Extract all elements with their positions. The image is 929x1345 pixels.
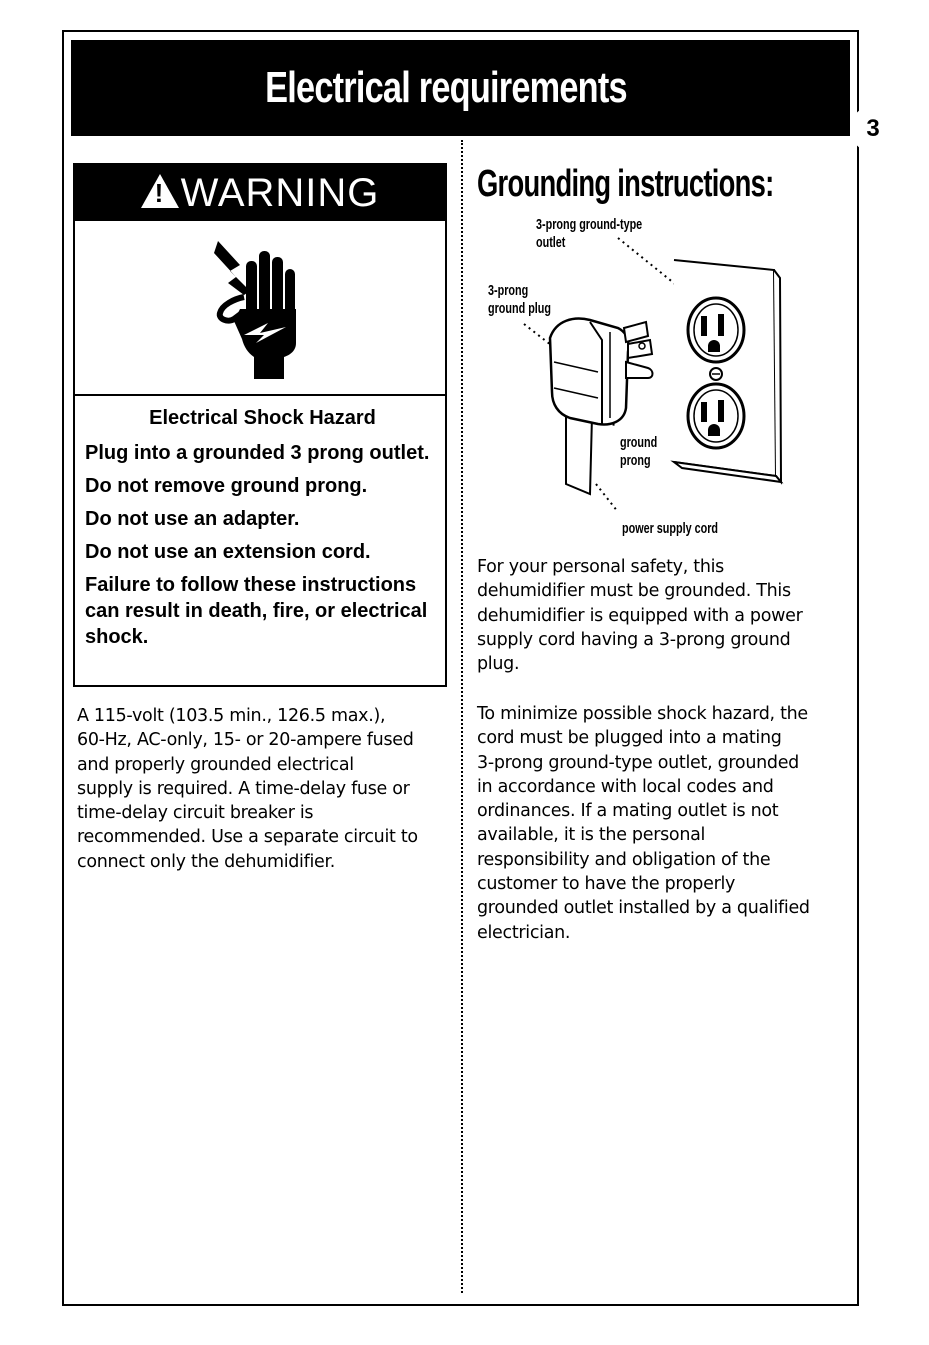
text-line: dehumidifier must be grounded. This — [477, 581, 791, 602]
text-line: available, it is the personal — [477, 825, 706, 846]
page-number-badge: 3 — [850, 106, 896, 152]
text-line: cord must be plugged into a mating — [477, 728, 782, 749]
text-line: time-delay circuit breaker is — [77, 803, 314, 824]
text-line: plug. — [477, 654, 520, 675]
prong-label-line1: ground — [620, 434, 658, 451]
text-line: grounded outlet installed by a qualified — [477, 898, 810, 919]
warning-divider — [75, 394, 445, 396]
grounding-paragraph-2 — [477, 702, 847, 945]
warning-line: Do not use an adapter. — [85, 508, 300, 530]
plug-outlet-diagram — [478, 212, 798, 547]
text-line: connect only the dehumidifier. — [77, 851, 336, 872]
text-line: To minimize possible shock hazard, the — [477, 704, 808, 724]
hazard-title: Electrical Shock Hazard — [149, 407, 376, 429]
page-header — [71, 40, 880, 142]
warning-instructions — [85, 405, 440, 657]
warning-header — [75, 165, 445, 221]
cord-label: power supply cord — [622, 520, 719, 537]
plug-outlet-illustration — [478, 212, 798, 547]
text-line: For your personal safety, this — [477, 557, 724, 577]
plug-label-line1: 3-prong — [488, 282, 529, 299]
text-line: dehumidifier is equipped with a power — [477, 605, 803, 626]
text-line: supply cord having a 3-prong ground — [477, 629, 791, 650]
warning-line: Do not use an extension cord. — [85, 541, 371, 563]
grounding-paragraph-1 — [477, 555, 847, 676]
text-line: in accordance with local codes and — [477, 776, 774, 797]
warning-heading: WARNING — [180, 171, 380, 215]
text-line: and properly grounded electrical — [77, 754, 354, 775]
warning-line: Do not remove ground prong. — [85, 475, 368, 497]
column-divider — [461, 140, 463, 1293]
grounding-title: Grounding instructions: — [477, 163, 774, 205]
warning-line: Plug into a grounded 3 prong outlet. — [85, 442, 430, 464]
warning-box — [73, 163, 447, 687]
text-line: A 115-volt (103.5 min., 126.5 max.), — [77, 706, 386, 726]
warning-triangle-icon: ! — [141, 174, 179, 208]
page-title: Electrical requirements — [265, 63, 627, 112]
text-line: 3-prong ground-type outlet, grounded — [477, 752, 799, 773]
text-line: electrician. — [477, 922, 571, 943]
warning-line: Failure to follow these instructions can result in death, fire, or electrical shock. — [85, 574, 428, 648]
prong-label-line2: prong — [620, 452, 651, 469]
text-line: customer to have the properly — [477, 874, 736, 895]
outlet-label-line2: outlet — [536, 234, 566, 251]
outlet-label-line1: 3-prong ground-type — [536, 216, 643, 233]
plug-label-line2: ground plug — [488, 300, 551, 317]
text-line: 60-Hz, AC-only, 15- or 20-ampere fused — [77, 730, 414, 751]
text-line: supply is required. A time-delay fuse or — [77, 778, 410, 799]
text-line: recommended. Use a separate circuit to — [77, 827, 418, 848]
text-line: responsibility and obligation of the — [477, 849, 771, 870]
text-line: ordinances. If a mating outlet is not — [477, 801, 779, 822]
electrical-requirements-text — [77, 704, 449, 874]
electric-shock-hand-icon — [210, 239, 306, 379]
